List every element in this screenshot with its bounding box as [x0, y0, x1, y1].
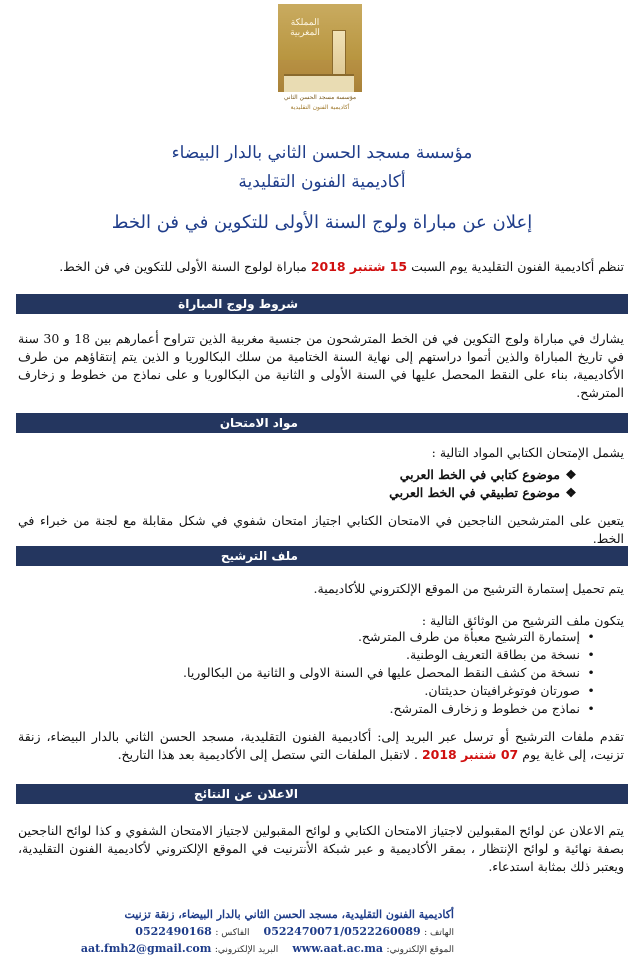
website-link[interactable]: www.aat.ac.ma — [292, 942, 384, 955]
submission-deadline: 07 شتنبر 2018 — [421, 747, 519, 762]
logo-caption — [278, 92, 362, 116]
mosque-icon — [284, 74, 354, 94]
application-lead: يتكون ملف الترشيح من الوثائق التالية : — [421, 613, 624, 628]
list-item: • نماذج من خطوط و زخارف المترشح. — [18, 700, 598, 718]
list-item: ❖ موضوع كتابي في الخط العربي — [399, 467, 577, 482]
application-download: يتم تحميل إستمارة الترشيح من الموقع الإلكتروني للأكاديمية. — [313, 581, 624, 596]
application-documents — [18, 628, 598, 718]
subjects-note: يتعين على المترشحين الناجحين في الامتحان الكتابي اجتياز امتحان شفوي في شكل مقابلة مع لجنة من خبراء في الخط. — [18, 513, 624, 546]
section-bar-results — [16, 784, 628, 804]
intro-before: تنظم أكاديمية الفنون التقليدية يوم السبت — [411, 259, 624, 274]
dot-bullet-icon: • — [587, 665, 595, 680]
intro-after: مباراة لولوج السنة الأولى للتكوين في فن الخط. — [59, 259, 307, 274]
phone-label: الهاتف : — [424, 928, 454, 938]
subjects-list — [18, 466, 578, 502]
section-title-results: الاعلان عن النتائج — [193, 787, 298, 801]
submission-after: . لاتقبل الملفات التي ستصل إلى الأكاديمية بعد هذا التاريخ. — [117, 747, 418, 762]
subjects-lead: يشمل الإمتحان الكتابي المواد التالية : — [431, 445, 624, 460]
announcement-title: إعلان عن مباراة ولوج السنة الأولى للتكوين في فن الخط — [111, 212, 533, 233]
phone-value: 0522470071/0522260089 — [263, 925, 421, 938]
logo-caption-line1: مؤسسة مسجد الحسن الثاني — [283, 94, 357, 101]
intro-paragraph — [18, 258, 624, 276]
dot-bullet-icon: • — [587, 629, 595, 644]
header-academy: أكاديمية الفنون التقليدية — [238, 172, 406, 192]
footer-web-email — [81, 942, 454, 955]
list-item: ❖ موضوع تطبيقي في الخط العربي — [389, 485, 577, 500]
list-item: • نسخة من بطاقة التعريف الوطنية. — [18, 646, 598, 664]
submission-before: تقدم ملفات الترشيح أو ترسل عبر البريد إلى: أكاديمية الفنون التقليدية، مسجد الحسن الثاني بالدار البيضاء، زنقة تزنيت، إلى غاية يوم — [18, 729, 624, 762]
section-title-subjects: مواد الامتحان — [219, 416, 298, 430]
section-title-conditions: شروط ولوج المباراة — [178, 297, 298, 311]
website-label: الموقع الإلكتروني: — [386, 945, 454, 955]
institution-logo — [278, 4, 362, 116]
header-foundation: مؤسسة مسجد الحسن الثاني بالدار البيضاء — [171, 143, 473, 163]
section-bar-application — [16, 546, 628, 566]
conditions-text: يشارك في مباراة ولوج التكوين في فن الخط المترشحون من جنسية مغربية الذين تتراوح أعمارهم بين 18 و 30 سنة في تاريخ المباراة والذين أتموا دراستهم إلى نهاية السنة الختامية من سلك البكالوريا و الذين يتم إنتقاؤهم من طرف الأكاديمية، بناء على النقط المحصل عليها في السنة الأولى و الثانية من البكالوريا و على نماذج من خطوط و زخارف المترشح. — [18, 331, 625, 400]
dot-bullet-icon: • — [587, 683, 595, 698]
list-item: • نسخة من كشف النقط المحصل عليها في السنة الاولى و الثانية من البكالوريا. — [18, 664, 598, 682]
list-item: • إستمارة الترشيح معبأة من طرف المترشح. — [18, 628, 598, 646]
diamond-bullet-icon: ❖ — [565, 485, 577, 500]
email-link[interactable]: aat.fmh2@gmail.com — [80, 942, 212, 955]
fax-label: الفاكس : — [215, 928, 250, 938]
intro-date: 15 شتنبر 2018 — [310, 259, 408, 274]
fax-value: 0522490168 — [135, 925, 212, 938]
application-submission — [18, 728, 624, 764]
dot-bullet-icon: • — [587, 701, 595, 716]
email-label: البريد الإلكتروني: — [214, 945, 279, 955]
section-bar-subjects — [16, 413, 628, 433]
diamond-bullet-icon: ❖ — [565, 467, 577, 482]
logo-caption-line2: أكاديمية الفنون التقليدية — [290, 104, 350, 111]
section-bar-conditions — [16, 294, 628, 314]
results-text: يتم الاعلان عن لوائح المقبولين لاجتياز الامتحان الكتابي و لوائح المقبولين لاجتياز الامتحان الشفوي و كذا لوائح الناجحين بصفة نهائية و لوائح الإنتظار ، بمقر الأكاديمية و عبر شبكة الأنترنيت في الموقع الإلكتروني لأكاديمية الفنون التقليدية، ويعتبر ذلك بمثابة استدعاء. — [18, 823, 624, 874]
footer-address: أكاديمية الفنون التقليدية، مسجد الحسن الثاني بالدار البيضاء، زنقة تزنيت — [124, 908, 454, 921]
logo-title: المملكة المغربية — [290, 18, 320, 38]
section-title-application: ملف الترشيح — [220, 549, 298, 563]
list-item: • صورتان فوتوغرافيتان حديثتان. — [18, 682, 598, 700]
footer-phone-fax — [135, 925, 454, 938]
dot-bullet-icon: • — [587, 647, 595, 662]
